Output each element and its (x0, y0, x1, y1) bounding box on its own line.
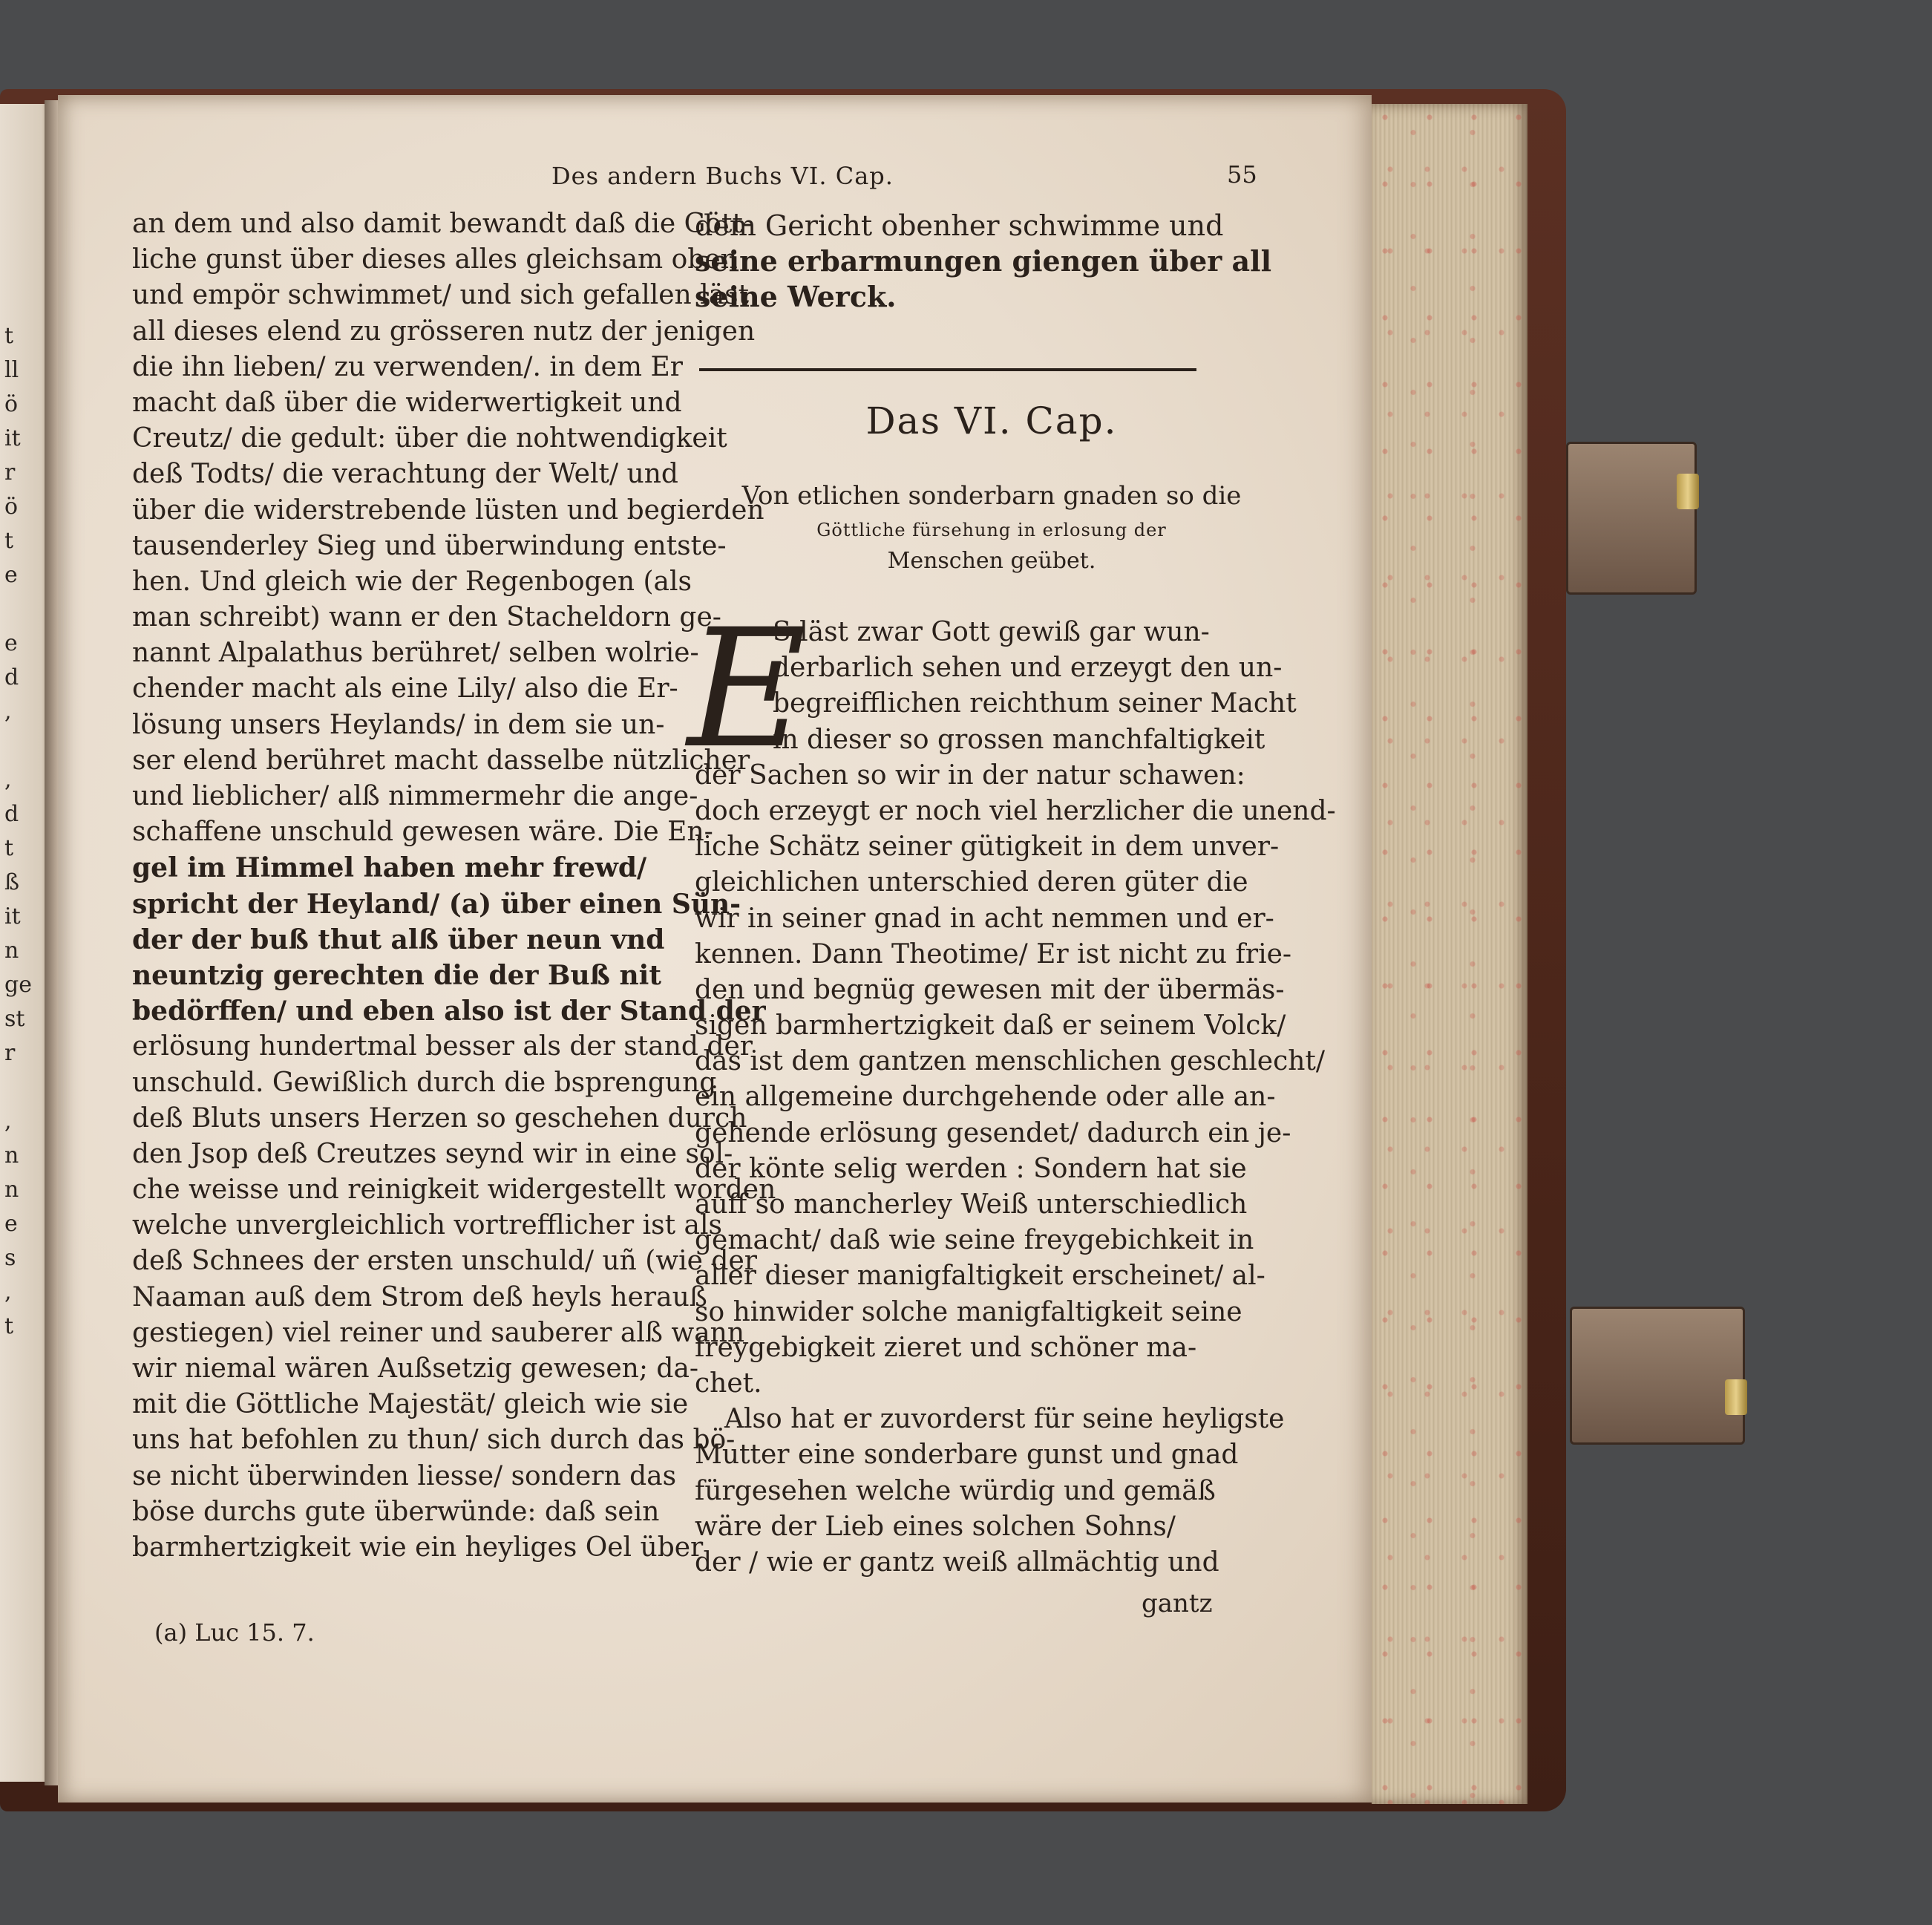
left-column-line: schaffene unschuld gewesen wäre. Die En- (132, 817, 713, 848)
right-column-line: begreifflichen reichthum seiner Macht (773, 688, 1297, 719)
upper-clasp (1566, 442, 1697, 595)
left-column-line: deß Todts/ die verachtung der Welt/ und (132, 459, 678, 490)
lower-clasp-pin (1725, 1379, 1747, 1415)
left-column-line: deß Bluts unsers Herzen so geschehen durch (132, 1102, 747, 1134)
left-column-line: der der buß thut alß über neun vnd (132, 924, 665, 955)
right-column-top (695, 208, 1288, 316)
right-column-line: Mutter eine sonderbare gunst und gnad (695, 1439, 1239, 1471)
running-header: Des andern Buchs VI. Cap. (551, 162, 894, 190)
right-column-line: der Sachen so wir in der natur schawen: (695, 759, 1245, 791)
left-column-line: neuntzig gerechten die der Buß nit (132, 959, 661, 991)
right-column-line: den und begnüg gewesen mit der übermäs- (695, 974, 1285, 1005)
left-column-line: se nicht überwinden liesse/ sondern das (132, 1460, 677, 1491)
book-page (58, 95, 1372, 1803)
left-column-line: all dieses elend zu grösseren nutz der jenigen (132, 316, 756, 347)
left-column-line: Creutz/ die gedult: über die nohtwendigkeit (132, 423, 727, 454)
left-column-line: über die widerstrebende lüsten und begierden (132, 494, 764, 526)
left-column-line: gestiegen) viel reiner und sauberer alß wann (132, 1317, 745, 1348)
footnote: (a) Luc 15. 7. (154, 1618, 315, 1647)
left-column-line: bedörffen/ und eben also ist der Stand der (132, 996, 766, 1027)
right-column-line: gemacht/ daß wie seine freygebichkeit in (695, 1225, 1254, 1256)
chapter-subtitle-line-2: Göttliche fürsehung in erlosung der (816, 520, 1167, 540)
right-column-line: der / wie er gantz weiß allmächtig und (695, 1546, 1219, 1578)
left-column-line: tausenderley Sieg und überwindung entste- (132, 530, 727, 561)
right-column-line: aller dieser manigfaltigkeit erscheinet/ al- (695, 1261, 1265, 1292)
drop-capital: E (687, 594, 807, 784)
catchword: gantz (1142, 1589, 1213, 1618)
page-number: 55 (1227, 160, 1257, 189)
chapter-subtitle-line-3: Menschen geübet. (887, 548, 1096, 574)
left-column-line: und empör schwimmet/ und sich gefallen läst (132, 280, 750, 311)
chapter-subtitle-line-1: Von etlichen sonderbarn gnaden so die (741, 481, 1242, 511)
left-column-line: wir niemal wären Außsetzig gewesen; da- (132, 1353, 699, 1384)
left-column-line: che weisse und reinigkeit widergestellt worden (132, 1174, 776, 1206)
right-column-line: wir in seiner gnad in acht nemmen und er- (695, 903, 1274, 934)
right-column-line: ein allgemeine durchgehende oder alle an- (695, 1082, 1276, 1113)
right-column-line: der könte selig werden : Sondern hat sie (695, 1153, 1247, 1184)
left-column-line: den Jsop deß Creutzes seynd wir in eine sol- (132, 1138, 733, 1169)
right-column-line: chet. (695, 1367, 762, 1399)
left-column-line: macht daß über die widerwertigkeit und (132, 387, 682, 418)
right-column-line: sigen barmhertzigkeit daß er seinem Volck/ (695, 1010, 1286, 1042)
left-column-line: unschuld. Gewißlich durch die bsprengung (132, 1067, 717, 1098)
lower-clasp (1570, 1307, 1745, 1445)
right-column-line: freygebigkeit zieret und schöner ma- (695, 1332, 1197, 1363)
page-block-edges (1372, 104, 1527, 1804)
left-column-line: spricht der Heyland/ (a) über einen Sün- (132, 888, 741, 920)
left-column-line: chender macht als eine Lily/ also die Er- (132, 673, 678, 705)
left-column-line: erlösung hundertmal besser als der stand der (132, 1031, 753, 1062)
right-top-line: seine erbarmungen giengen über all (695, 244, 1272, 278)
right-column-line: in dieser so grossen manchfaltigkeit (773, 724, 1265, 755)
left-column-line: man schreibt) wann er den Stacheldorn ge- (132, 602, 721, 633)
right-column-line: derbarlich sehen und erzeygt den un- (773, 653, 1283, 684)
left-column-line: hen. Und gleich wie der Regenbogen (als (132, 566, 692, 597)
left-column-line: an dem und also damit bewandt daß die Gött- (132, 209, 753, 239)
previous-page-text-fragments: t ll ö it r ö t e e d , , d t ß it n ge st r , n n e s , t (4, 323, 32, 1339)
right-column-line: liche Schätz seiner gütigkeit in dem unver- (695, 831, 1280, 863)
right-column-line: das ist dem gantzen menschlichen geschlecht/ (695, 1046, 1326, 1077)
right-column-line: auff so mancherley Weiß unterschiedlich (695, 1189, 1248, 1220)
left-column-line: welche unvergleichlich vortrefflicher ist als (132, 1210, 722, 1241)
right-column-line: wäre der Lieb eines solchen Sohns/ (695, 1511, 1176, 1542)
book-gutter (45, 100, 59, 1785)
left-column-line: barmhertzigkeit wie ein heyliges Oel über (132, 1532, 704, 1563)
left-column-line: deß Schnees der ersten unschuld/ uñ (wie der (132, 1246, 757, 1277)
right-column-line: S läst zwar Gott gewiß gar wun- (773, 617, 1210, 647)
right-column-line: Also hat er zuvorderst für seine heyligste (724, 1404, 1285, 1435)
chapter-title: Das VI. Cap. (865, 399, 1118, 442)
left-column-line: nannt Alpalathus berühret/ selben wolrie- (132, 638, 699, 669)
right-text-column (695, 615, 1336, 1581)
left-column-line: gel im Himmel haben mehr frewd/ (132, 852, 647, 884)
section-rule (699, 368, 1196, 371)
right-top-line: seine Werck. (695, 280, 897, 314)
left-column-line: uns hat befohlen zu thun/ sich durch das bö- (132, 1425, 736, 1456)
left-column-line: Naaman auß dem Strom deß heyls herauß (132, 1281, 707, 1313)
right-column-line: gehende erlösung gesendet/ dadurch ein je- (695, 1117, 1291, 1148)
left-column-line: und lieblicher/ alß nimmermehr die ange- (132, 781, 698, 811)
left-column-line: mit die Göttliche Majestät/ gleich wie sie (132, 1389, 689, 1420)
right-column-line: fürgesehen welche würdig und gemäß (695, 1475, 1216, 1506)
right-column-line: doch erzeygt er noch viel herzlicher die unend- (695, 795, 1336, 826)
left-column-line: böse durchs gute überwünde: daß sein (132, 1496, 660, 1527)
left-column-line: ser elend berühret macht dasselbe nützlicher (132, 745, 750, 776)
left-column-line: die ihn lieben/ zu verwenden/. in dem Er (132, 351, 683, 382)
left-column-line: liche gunst über dieses alles gleichsam oben (132, 244, 738, 275)
right-column-line: so hinwider solche manigfaltigkeit seine (695, 1296, 1242, 1327)
upper-clasp-pin (1677, 474, 1699, 509)
right-column-line: kennen. Dann Theotime/ Er ist nicht zu frie- (695, 938, 1292, 970)
right-column-line: gleichlichen unterschied deren güter die (695, 867, 1248, 898)
left-column-line: lösung unsers Heylands/ in dem sie un- (132, 709, 665, 740)
right-top-line: dem Gericht obenher schwimme und (695, 209, 1224, 242)
